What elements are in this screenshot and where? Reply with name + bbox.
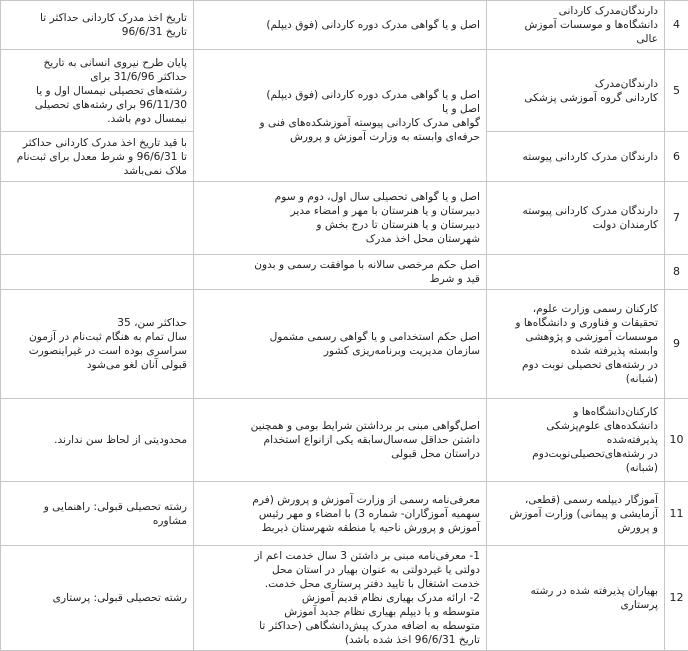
applicant-text: دارندگان مدرک کاردانی پیوسته xyxy=(493,150,658,164)
applicant-text: آموزگار دیپلمه رسمی (قطعی، آزمایشی و پیمانی) وزارت آموزش و پرورش xyxy=(493,493,658,535)
applicant-cell xyxy=(487,482,665,546)
requirement-cell xyxy=(194,255,487,290)
requirement-text: اصل‌گواهی مبنی بر برداشتن شرایط بومی و همچنین داشتن حداقل سه‌سال‌سابقه یکی ازانواع استخدام دراستان محل قبولی xyxy=(200,419,480,461)
row-number: 10 xyxy=(665,399,688,482)
condition-cell xyxy=(1,1,194,50)
requirement-cell xyxy=(194,1,487,50)
condition-text: محدودیتی از لحاظ سن ندارند. xyxy=(7,433,187,447)
condition-text: حداکثر سن، 35 سال تمام به هنگام ثبت‌نام در آزمون سراسری بوده است در غیراینصورت قبولی آنان لغو می‌شود xyxy=(7,316,187,372)
requirement-cell xyxy=(194,546,487,651)
table-row xyxy=(1,255,688,290)
applicant-text: دارندگان‌مدرک کاردانی دانشگاه‌ها و موسسات آموزش عالی xyxy=(493,4,658,46)
condition-text: رشته تحصیلی قبولی: پرستاری xyxy=(7,591,187,605)
condition-cell xyxy=(1,182,194,255)
table-row xyxy=(1,546,688,651)
requirement-text: 1- معرفی‌نامه مبنی بر داشتن 3 سال خدمت اعم از دولتی یا غیردولتی به عنوان بهیار در استان محل خدمت اشتغال با تایید دفتر پرستاری محل خدمت. 2- ارائه مدرک بهیاری نظام قدیم آموزش متوسطه و یا دیپلم بهیاری نظام جدید آموزش متوسطه به اضافه مدرک پیش‌دانشگاهی (حداکثر تا تاریخ 96/6/31 اخذ شده باشد) xyxy=(200,549,480,647)
applicant-text: کارکنان رسمی وزارت علوم، تحقیقات و فناوری و دانشگاه‌ها و موسسات آموزشی و پژوهشی وابسته پذیرفته شده در رشته‌های تحصیلی نوبت دوم (شبانه) xyxy=(493,302,658,386)
applicant-cell xyxy=(487,1,665,50)
row-number: 7 xyxy=(665,182,688,255)
applicant-text: دارندگان‌مدرک کاردانی گروه آموزشی پزشکی xyxy=(493,77,658,105)
condition-cell xyxy=(1,399,194,482)
row-number: 9 xyxy=(665,290,688,399)
applicant-text: کارکنان‌دانشگاه‌ها و دانشکده‌های علوم‌پزشکی پذیرفته‌شده در رشته‌های‌تحصیلی‌نوبت‌دوم (شبانه) xyxy=(493,405,658,475)
condition-cell xyxy=(1,546,194,651)
condition-cell xyxy=(1,50,194,132)
table-row xyxy=(1,399,688,482)
requirement-text: اصل حکم استخدامی و یا گواهی رسمی مشمول سازمان مدیریت وبرنامه‌ریزی کشور xyxy=(200,330,480,358)
condition-cell xyxy=(1,482,194,546)
requirement-text: معرفی‌نامه رسمی از وزارت آموزش و پرورش (فرم سهمیه آموزگاران- شماره 3) با امضاء و مهر رئیس آموزش و پرورش ناحیه یا منطقه شهرستان ذیربط xyxy=(200,493,480,535)
row-number: 8 xyxy=(665,255,688,290)
requirement-cell xyxy=(194,290,487,399)
requirement-cell xyxy=(194,182,487,255)
table-row xyxy=(1,482,688,546)
applicant-cell xyxy=(487,255,665,290)
requirement-text: اصل و یا گواهی مدرک دوره کاردانی (فوق دیپلم) xyxy=(200,18,480,32)
requirement-cell xyxy=(194,399,487,482)
requirement-text: اصل حکم مرخصی سالانه با موافقت رسمی و بدون قید و شرط xyxy=(200,258,480,286)
applicant-cell xyxy=(487,546,665,651)
applicant-cell xyxy=(487,399,665,482)
table-row xyxy=(1,50,688,132)
condition-text: پایان طرح نیروی انسانی به تاریخ حداکثر 31/6/96 برای رشته‌های تحصیلی نیمسال اول و یا 96/11/30 برای رشته‌های تحصیلی نیمسال دوم باشد. xyxy=(7,56,187,126)
condition-cell xyxy=(1,255,194,290)
condition-text: رشته تحصیلی قبولی: راهنمایی و مشاوره xyxy=(7,500,187,528)
row-number: 6 xyxy=(665,132,688,182)
table-row xyxy=(1,182,688,255)
applicant-text: بهیاران پذیرفته شده در رشته پرستاری xyxy=(493,584,658,612)
applicant-cell xyxy=(487,132,665,182)
condition-text: تاریخ اخذ مدرک کاردانی حداکثر تا تاریخ 96/6/31 xyxy=(7,11,187,39)
table-row xyxy=(1,1,688,50)
row-number: 12 xyxy=(665,546,688,651)
table-row xyxy=(1,290,688,399)
applicant-cell xyxy=(487,182,665,255)
requirement-cell xyxy=(194,482,487,546)
row-number: 5 xyxy=(665,50,688,132)
condition-text: با قید تاریخ اخذ مدرک کاردانی حداکثر تا 96/6/31 و شرط معدل برای ثبت‌نام ملاک نمی‌باشد xyxy=(7,136,187,178)
requirement-cell xyxy=(194,50,487,182)
condition-cell xyxy=(1,290,194,399)
applicant-text: دارندگان مدرک کاردانی پیوسته کارمندان دولت xyxy=(493,204,658,232)
requirement-text: اصل و یا گواهی تحصیلی سال اول، دوم و سوم دبیرستان و یا هنرستان با مهر و امضاء مدیر دبیرستان و یا هنرستان تا درج بخش و شهرستان محل اخذ مدرک xyxy=(200,190,480,246)
applicant-cell xyxy=(487,290,665,399)
row-number: 4 xyxy=(665,1,688,50)
row-number: 11 xyxy=(665,482,688,546)
requirement-text: اصل و یا گواهی مدرک دوره کاردانی (فوق دیپلم) اصل و یا گواهی مدرک کاردانی پیوسته آموزشکده‌های فنی و حرفه‌ای وابسته به وزارت آموزش و پرورش xyxy=(200,88,480,144)
applicant-cell xyxy=(487,50,665,132)
condition-cell xyxy=(1,132,194,182)
